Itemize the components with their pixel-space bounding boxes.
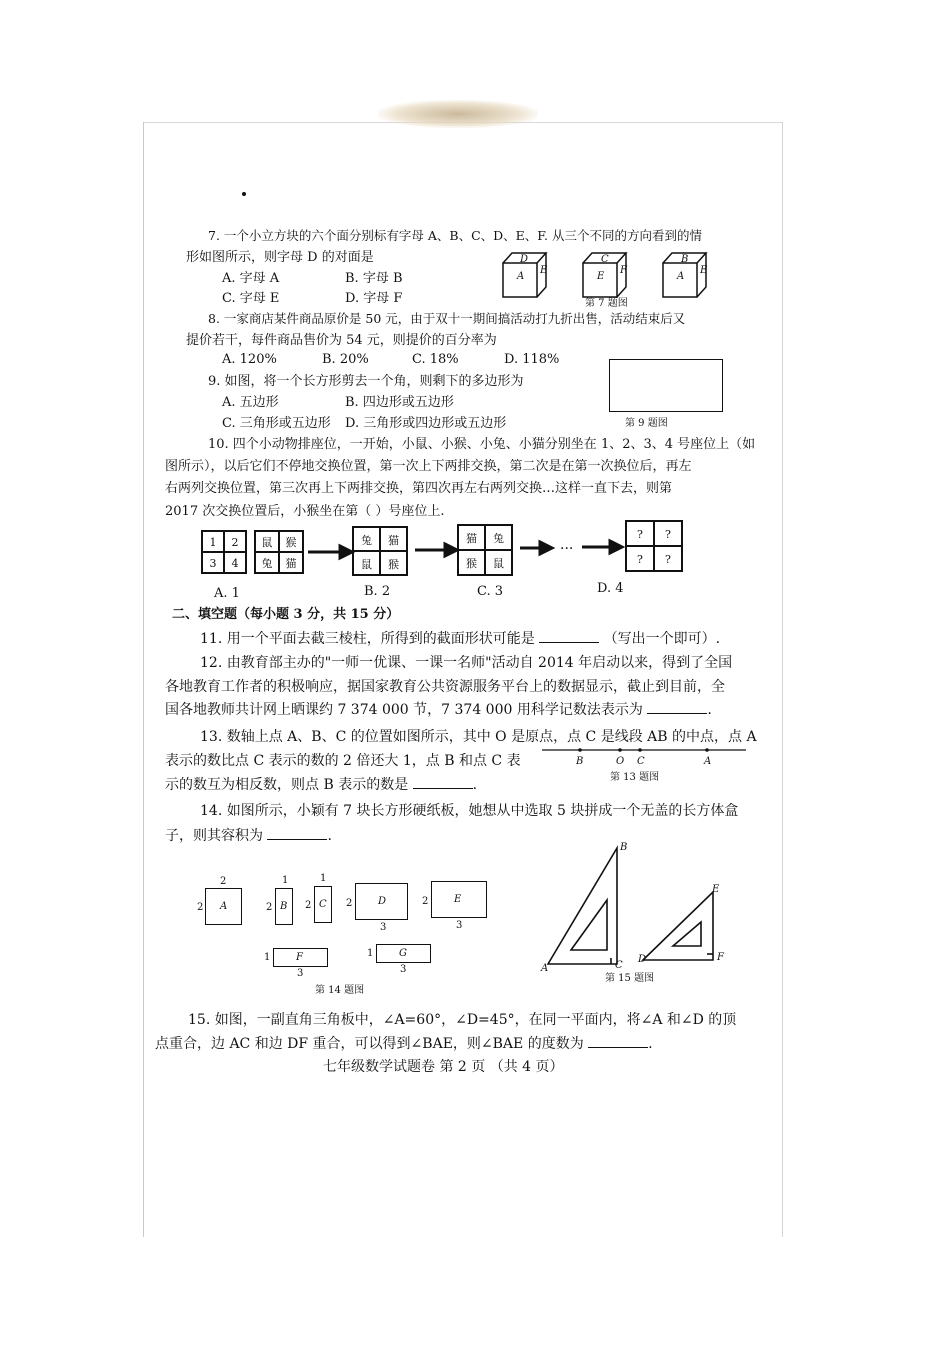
q14-piece-g-bottom-dim: 3 xyxy=(400,964,407,975)
q11-answer-blank[interactable] xyxy=(539,632,599,643)
q7-figure-caption: 第 7 题图 xyxy=(585,298,628,309)
seat-cell: ? xyxy=(626,546,654,571)
q12-line3: 国各地教师共计网上晒课约 7 374 000 节，7 374 000 用科学记数法表示为 xyxy=(165,702,643,718)
seat-cell: 猴 xyxy=(380,551,407,575)
seat-cell: 兔 xyxy=(255,552,279,573)
seat-cell: 鼠 xyxy=(353,551,380,575)
q7-line2: 形如图所示，则字母 D 的对面是 xyxy=(186,250,374,265)
q13-point-c: C xyxy=(637,756,645,767)
q9-figure-caption: 第 9 题图 xyxy=(625,418,668,429)
piece-name: B xyxy=(280,901,288,912)
seat-cell: 猫 xyxy=(380,527,407,551)
page-border-right xyxy=(782,122,783,1237)
q7-line1: 7. 一个小立方块的六个面分别标有字母 A、B、C、D、E、F. 从三个不同的方向看到的情 xyxy=(208,228,702,243)
q14-piece-a-top-dim: 2 xyxy=(220,876,227,887)
q15-label-a: A xyxy=(541,963,549,974)
scan-dot xyxy=(242,192,246,196)
seat-cell: 1 xyxy=(202,531,224,552)
q15-line2-wrap: 点重合，边 AC 和边 DF 重合，可以得到∠BAE，则∠BAE 的度数为 . xyxy=(155,1036,653,1052)
q14-piece-e xyxy=(431,881,487,918)
q8-option-c: C. 18% xyxy=(412,352,459,367)
q14-line1: 14. 如图所示，小颖有 7 块长方形硬纸板，她想从中选取 5 块拼成一个无盖的长方体盒 xyxy=(200,803,739,819)
seat-cell: 猫 xyxy=(279,552,303,573)
q12-line2: 各地教育工作者的积极响应，据国家教育公共资源服务平台上的数据显示，截止到目前，全 xyxy=(165,679,725,695)
q14-piece-d xyxy=(355,883,408,920)
q14-piece-g xyxy=(376,944,431,963)
q10-line3: 右两列交换位置，第三次再上下两排交换，第四次再左右两列交换…这样一直下去，则第 xyxy=(165,481,673,496)
q10-grid-initial xyxy=(254,530,304,574)
q14-figure-caption: 第 14 题图 xyxy=(315,985,365,996)
q14-piece-a-left-dim: 2 xyxy=(197,902,204,913)
q14-piece-f-left-dim: 1 xyxy=(264,952,271,963)
q8-option-a: A. 120% xyxy=(222,352,277,367)
q7-cube2-front-label: E xyxy=(597,271,605,282)
q15-line1: 15. 如图，一副直角三角板中，∠A=60°，∠D=45°，在同一平面内，将∠A 和∠D 的顶 xyxy=(188,1012,737,1028)
q13-line3-wrap: 示的数互为相反数，则点 B 表示的数是 . xyxy=(165,777,478,793)
q13-point-a: A xyxy=(704,756,712,767)
q13-line1: 13. 数轴上点 A、B、C 的位置如图所示，其中 O 是原点，点 C 是线段 AB 的中点，点 A xyxy=(200,729,757,745)
q15-label-d: D xyxy=(638,954,647,965)
q14-piece-g-left-dim: 1 xyxy=(367,948,374,959)
q14-piece-f-bottom-dim: 3 xyxy=(297,968,304,979)
q10-option-b: B. 2 xyxy=(364,584,391,599)
q14-piece-a xyxy=(205,888,242,925)
q7-cube3-front-label: A xyxy=(677,271,685,282)
q7-cube3-top-label: B xyxy=(681,254,689,265)
q14-piece-b xyxy=(275,888,293,925)
q7-option-c: C. 字母 E xyxy=(222,291,280,306)
page-footer: 七年级数学试题卷 第 2 页 （共 4 页） xyxy=(323,1059,564,1075)
q14-line2-wrap: 子，则其容积为 . xyxy=(165,828,332,844)
q10-grid-unknown xyxy=(625,520,683,572)
q10-line4: 2017 次交换位置后，小猴坐在第（ ）号座位上. xyxy=(165,504,445,519)
q11-text xyxy=(200,632,720,646)
seat-cell: ? xyxy=(654,521,682,546)
seat-cell: 猴 xyxy=(279,531,303,552)
q13-point-b: B xyxy=(576,756,584,767)
q7-cube2-side-label: F xyxy=(620,265,627,276)
piece-name: E xyxy=(454,894,462,905)
q15-figure-caption: 第 15 题图 xyxy=(605,973,655,984)
q9-option-a: A. 五边形 xyxy=(222,395,279,410)
q10-option-a: A. 1 xyxy=(214,586,240,601)
q15-label-f: F xyxy=(717,952,724,963)
q15-triangle-figure xyxy=(535,840,735,970)
q8-option-b: B. 20% xyxy=(322,352,369,367)
seat-cell: ? xyxy=(654,546,682,571)
q7-option-b: B. 字母 B xyxy=(345,271,403,286)
q7-option-d: D. 字母 F xyxy=(345,291,403,306)
q14-piece-f xyxy=(273,948,328,967)
piece-name: A xyxy=(220,901,228,912)
q9-option-d: D. 三角形或四边形或五边形 xyxy=(345,416,507,431)
seat-cell: 兔 xyxy=(485,525,512,550)
q11-question: 11. 用一个平面去截三棱柱，所得到的截面形状可能是 xyxy=(200,631,535,647)
q8-option-d: D. 118% xyxy=(504,352,560,367)
q10-arrows xyxy=(300,535,630,565)
q7-option-a: A. 字母 A xyxy=(222,271,280,286)
q9-option-c: C. 三角形或五边形 xyxy=(222,416,331,431)
seat-cell: ? xyxy=(626,521,654,546)
q14-piece-d-left-dim: 2 xyxy=(346,898,353,909)
seat-cell: 猫 xyxy=(458,525,485,550)
q13-answer-blank[interactable] xyxy=(413,778,473,789)
seat-cell: 3 xyxy=(202,552,224,573)
q14-piece-c-top-dim: 1 xyxy=(320,873,327,884)
q10-line2: 图所示），以后它们不停地交换位置，第一次上下两排交换，第二次是在第一次换位后，再左 xyxy=(165,459,692,474)
q13-point-o: O xyxy=(616,756,625,767)
q14-line2: 子，则其容积为 xyxy=(165,828,263,844)
section2-title: 二、填空题（每小题 3 分，共 15 分） xyxy=(172,607,400,622)
q14-answer-blank[interactable] xyxy=(267,829,327,840)
q14-piece-c-left-dim: 2 xyxy=(305,900,312,911)
q14-piece-d-bottom-dim: 3 xyxy=(380,922,387,933)
q7-cube1-front-label: A xyxy=(517,271,525,282)
q7-cube2-top-label: C xyxy=(601,254,609,265)
seat-cell: 2 xyxy=(224,531,246,552)
scan-smudge xyxy=(378,100,538,128)
seat-cell: 4 xyxy=(224,552,246,573)
q14-piece-b-left-dim: 2 xyxy=(266,902,273,913)
q8-line1: 8. 一家商店某件商品原价是 50 元，由于双十一期间搞活动打九折出售，活动结束后又 xyxy=(208,311,686,326)
q15-answer-blank[interactable] xyxy=(588,1037,648,1048)
q9-line1: 9. 如图，将一个长方形剪去一个角，则剩下的多边形为 xyxy=(208,374,524,389)
q7-cube1-top-label: D xyxy=(520,254,529,265)
q7-cube3-side-label: E xyxy=(700,265,708,276)
q13-line2: 表示的数比点 C 表示的数的 2 倍还大 1，点 B 和点 C 表 xyxy=(165,753,521,769)
piece-name: G xyxy=(399,948,407,959)
q10-option-d: D. 4 xyxy=(597,581,624,596)
piece-name: C xyxy=(319,899,327,910)
q15-label-b: B xyxy=(620,842,628,853)
q14-piece-c xyxy=(314,886,332,923)
q13-figure-caption: 第 13 题图 xyxy=(610,772,660,783)
q13-number-line xyxy=(540,744,750,768)
q12-line3-wrap: 国各地教师共计网上晒课约 7 374 000 节，7 374 000 用科学记数法表示为 . xyxy=(165,702,712,718)
q9-option-b: B. 四边形或五边形 xyxy=(345,395,454,410)
q15-line2: 点重合，边 AC 和边 DF 重合，可以得到∠BAE，则∠BAE 的度数为 xyxy=(155,1036,584,1052)
page-border-left xyxy=(143,122,144,1237)
q14-piece-e-bottom-dim: 3 xyxy=(456,920,463,931)
q11-tail: （写出一个即可）. xyxy=(603,631,721,647)
q14-piece-e-left-dim: 2 xyxy=(422,896,429,907)
q12-line1: 12. 由教育部主办的"一师一优课、一课一名师"活动自 2014 年启动以来，得到了全国 xyxy=(200,655,733,671)
q10-ellipsis: ··· xyxy=(560,541,574,557)
piece-name: F xyxy=(296,952,303,963)
seat-cell: 猴 xyxy=(458,550,485,575)
q14-piece-b-top-dim: 1 xyxy=(282,875,289,886)
q15-label-e: E xyxy=(712,884,720,895)
seat-cell: 兔 xyxy=(353,527,380,551)
seat-cell: 鼠 xyxy=(485,550,512,575)
q10-option-c: C. 3 xyxy=(477,584,504,599)
q9-rectangle-figure xyxy=(609,359,723,412)
q15-label-c: C xyxy=(615,960,623,971)
q7-cube1-side-label: E xyxy=(540,265,548,276)
q10-line1: 10. 四个小动物排座位，一开始，小鼠、小猴、小兔、小猫分别坐在 1、2、3、4 号座位上（如 xyxy=(208,437,756,452)
q8-line2: 提价若干，每件商品售价为 54 元，则提价的百分率为 xyxy=(186,333,497,348)
q10-grid-seat-numbers xyxy=(201,530,247,574)
seat-cell: 鼠 xyxy=(255,531,279,552)
piece-name: D xyxy=(378,896,387,907)
q12-answer-blank[interactable] xyxy=(647,703,707,714)
q13-line3: 示的数互为相反数，则点 B 表示的数是 xyxy=(165,777,409,793)
